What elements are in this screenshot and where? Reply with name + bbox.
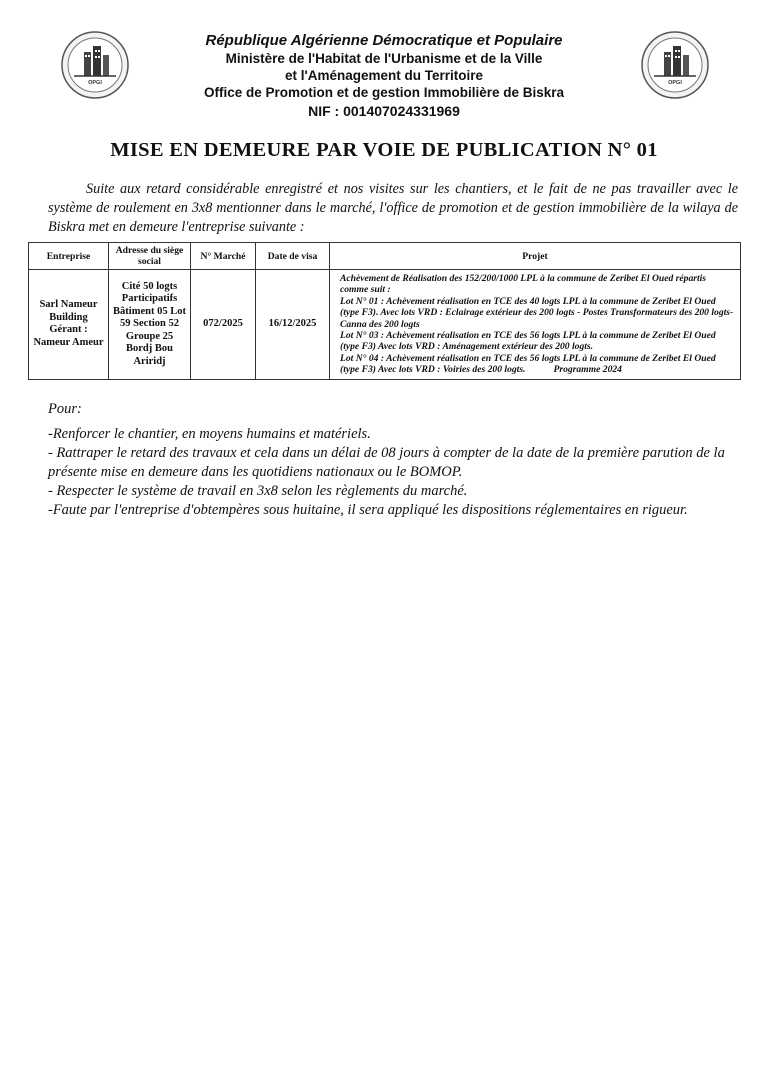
header-ministry-cont: et l'Aménagement du Territoire bbox=[285, 68, 483, 83]
projet-programme: Programme 2024 bbox=[553, 364, 622, 376]
requirement-item: - Respecter le système de travail en 3x8 selon les règlements du marché. bbox=[48, 483, 468, 499]
table-row bbox=[29, 270, 741, 380]
col-header-marche: N° Marché bbox=[191, 243, 256, 270]
letterhead bbox=[0, 32, 768, 120]
header-nif: NIF : 001407024331969 bbox=[308, 103, 460, 119]
projet-lot-04-text: Lot N° 04 : Achèvement réalisation en TCE des 56 logts LPL à la commune de Zeribet El Oued (type F3) Avec lots VRD : Voiries des 200 logts. bbox=[340, 352, 716, 376]
intro-paragraph: Suite aux retard considérable enregistré et nos visites sur les chantiers, et le fait de ne pas travailler avec le système de roulement en 3x8 mentionner dans le marché, l'office de promotion et de gestion immobilière de la wilaya de Biskra met en demeure l'entreprise suivante : bbox=[48, 181, 738, 235]
header-ministry: Ministère de l'Habitat de l'Urbanisme et de la Ville bbox=[225, 51, 543, 66]
requirement-item: - Rattraper le retard des travaux et cela dans un délai de 08 jours à compter de la date de la première parution de la présente mise en demeure dans les quotidiens nationaux ou le BOMOP. bbox=[48, 445, 725, 480]
col-header-visa: Date de visa bbox=[256, 243, 330, 270]
projet-lot-03: Lot N° 03 : Achèvement réalisation en TCE des 56 logts LPL à la commune de Zeribet El Oued (type F3) Avec lots VRD : Aménagement extérieur des 200 logts. bbox=[340, 330, 716, 353]
notice-table bbox=[28, 242, 741, 380]
projet-lot-01: Lot N° 01 : Achèvement réalisation en TCE des 40 logts LPL à la commune de Zeribet El Oued (type F3). Avec lots VRD : Eclairage extérieur des 200 logts - Postes Transformateurs des 200 logts- Canna des 200 logts bbox=[340, 295, 734, 330]
header-office: Office de Promotion et de gestion Immobilière de Biskra bbox=[203, 85, 565, 100]
header-republic: République Algérienne Démocratique et Populaire bbox=[205, 32, 563, 49]
requirement-item: -Renforcer le chantier, en moyens humains et matériels. bbox=[48, 426, 371, 442]
seal-caption: OPGI bbox=[88, 80, 102, 86]
requirements-lead: Pour: bbox=[48, 401, 82, 417]
col-header-adresse: Adresse du siège social bbox=[109, 243, 191, 270]
projet-intro: Achèvement de Réalisation des 152/200/1000 LPL à la commune de Zeribet El Oued répartis comme suit : bbox=[340, 273, 707, 296]
document-title: MISE EN DEMEURE PAR VOIE DE PUBLICATION N° 01 bbox=[110, 139, 658, 161]
col-header-entreprise: Entreprise bbox=[29, 243, 109, 270]
cell-adresse: Cité 50 logts Participatifs Bâtiment 05 Lot 59 Section 52 Groupe 25 Bordj Bou Ariridj bbox=[109, 270, 191, 380]
cell-visa: 16/12/2025 bbox=[256, 270, 330, 380]
table-header-row bbox=[29, 243, 741, 270]
cell-projet bbox=[330, 270, 741, 380]
projet-lot-04 bbox=[340, 353, 736, 376]
requirements-section bbox=[48, 400, 748, 520]
cell-entreprise: Sarl Nameur Building Gérant : Nameur Ameur bbox=[29, 270, 109, 380]
col-header-projet: Projet bbox=[330, 243, 741, 270]
seal-caption: OPGI bbox=[668, 80, 682, 86]
cell-marche: 072/2025 bbox=[191, 270, 256, 380]
requirement-item: -Faute par l'entreprise d'obtempères sous huitaine, il sera appliqué les dispositions réglementaires en rigueur. bbox=[48, 502, 688, 518]
